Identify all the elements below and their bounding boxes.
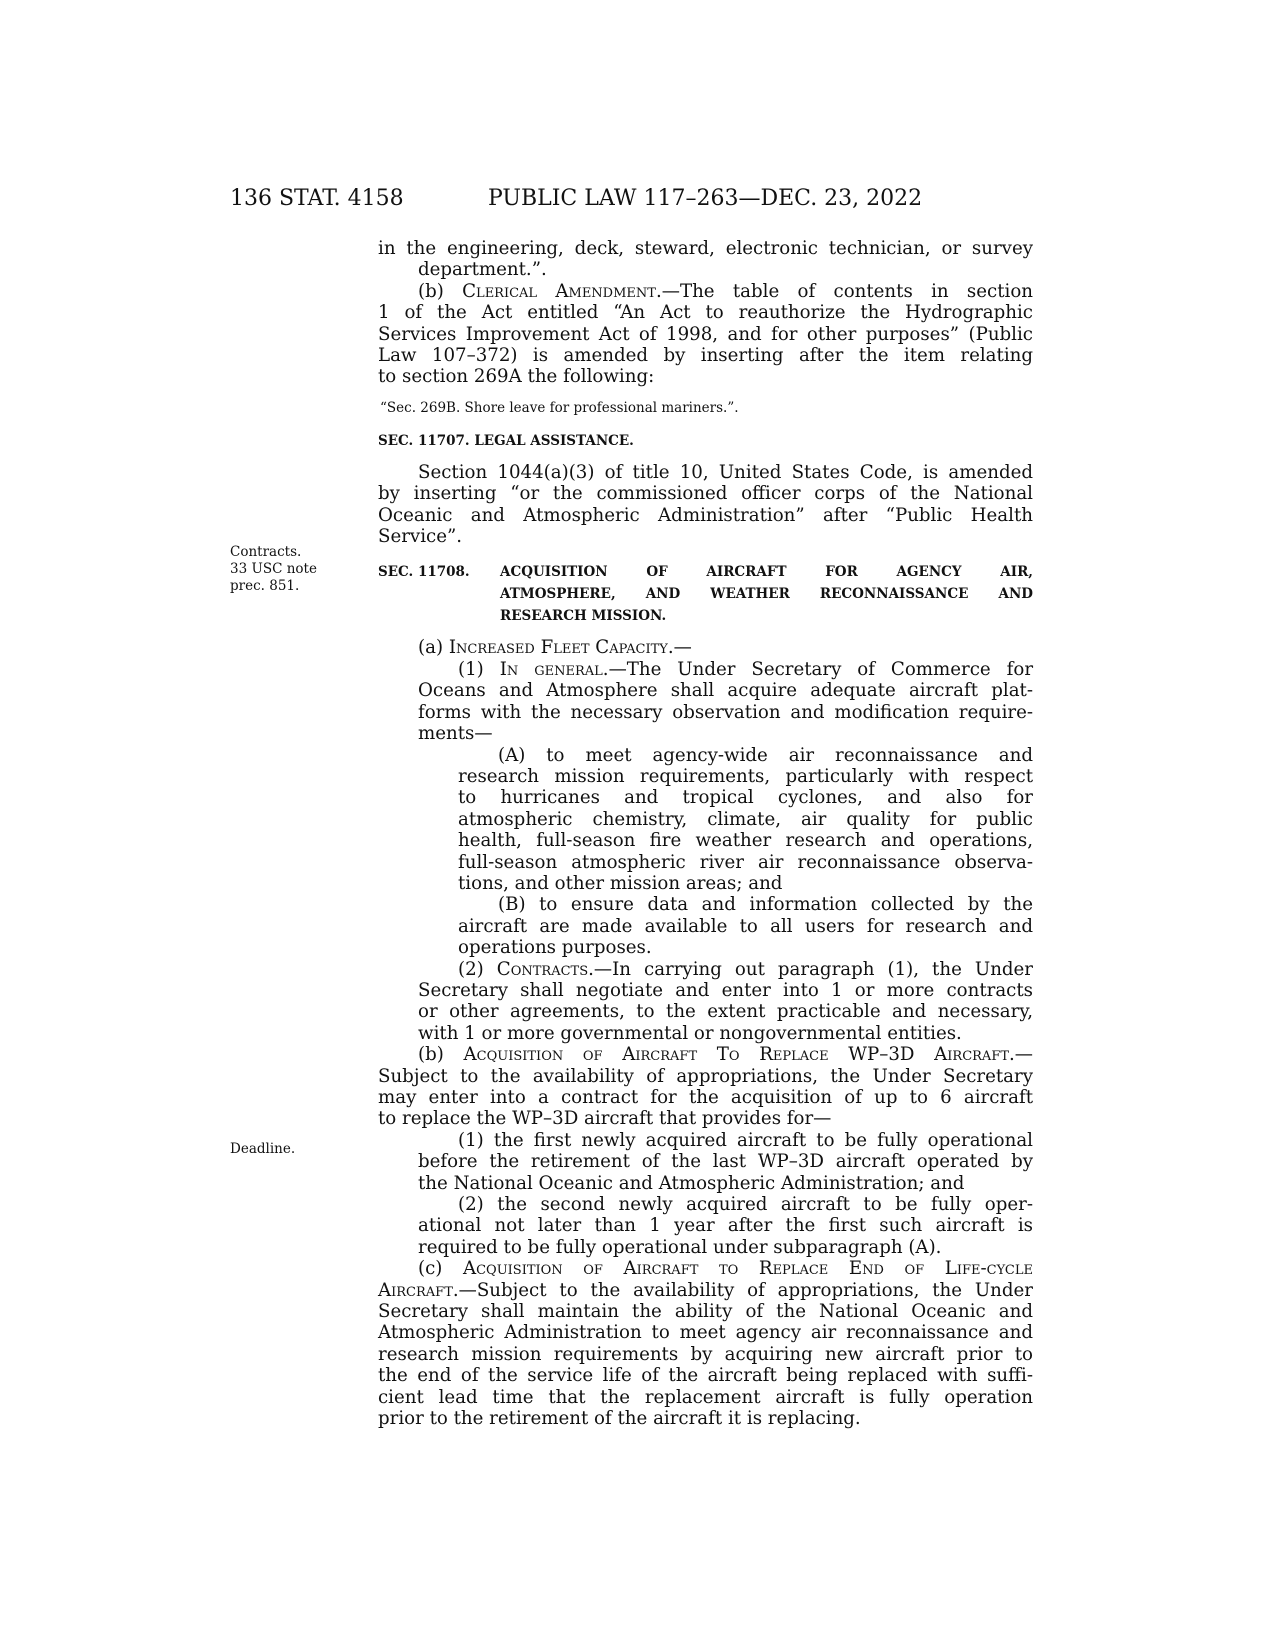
subsection-heading: Acquisition of Aircraft To Replace WP–3D Aircraft [463,1044,1010,1066]
subsection-heading: Increased Fleet Capacity [448,637,668,659]
subsection-heading: Clerical Amendment [462,280,656,302]
text-line: aircraft are made available to all users for research and [458,915,1033,937]
text-line: with 1 or more governmental or nongovernmental entities. [418,1022,962,1044]
section-title [500,561,1033,627]
text-line: ments— [418,723,493,745]
section-heading-11707: SEC. 11707. LEGAL ASSISTANCE. [378,432,634,449]
margin-note-line: Contracts. [230,544,302,560]
text-line: full-season atmospheric river air reconnaissance observa- [458,851,1033,873]
subparagraph-A [378,745,1033,895]
paragraph-a1 [378,659,1033,745]
text-line: in the engineering, deck, steward, electronic technician, or survey [378,238,1033,259]
text-run: .—The Under Secretary of Commerce for [602,658,1034,680]
text-line: Oceans and Atmosphere shall acquire adequate aircraft plat- [418,680,1033,702]
margin-note-deadline [230,1141,295,1158]
text-line [418,659,1033,680]
text-run: .—The table of contents in section [655,280,1033,302]
paragraph-prefix: (1) [458,658,500,680]
text-line: tions, and other mission areas; and [458,872,783,894]
subsection-prefix: (c) [418,1258,463,1280]
text-line [418,959,1033,980]
subsection-prefix: (b) [418,280,463,302]
section-title-line: ATMOSPHERE, AND WEATHER RECONNAISSANCE AND [500,586,1033,603]
text-line: prior to the retirement of the aircraft it is replacing. [378,1408,861,1430]
text-line: the National Oceanic and Atmospheric Administration; and [418,1172,965,1194]
subsection-b-heading [378,1044,1033,1065]
text-line: to section 269A the following: [378,366,655,388]
text-run: .—In carrying out paragraph (1), the Under [588,958,1034,980]
document-body [378,238,1033,1430]
text-line: to hurricanes and tropical cyclones, and also for [458,787,1033,809]
text-line: cient lead time that the replacement aircraft is fully operation [378,1386,1033,1408]
paragraph-b2 [378,1194,1033,1258]
margin-note-contracts [230,544,317,595]
text-line: (A) to meet agency-wide air reconnaissance and [498,744,1033,766]
text-line: atmospheric chemistry, climate, air quality for public [458,808,1033,830]
text-line: Section 1044(a)(3) of title 10, United States Code, is amended [418,461,1033,483]
text-run: .—Subject to the availability of appropriations, the Under [452,1279,1033,1301]
text-line: research mission requirements, particularly with respect [458,765,1033,787]
text-line: Subject to the availability of appropriations, the Under Secretary [378,1065,1033,1087]
section-title-line: ACQUISITION OF AIRCRAFT FOR AGENCY AIR, [500,564,1033,581]
section-number: SEC. 11708. [378,564,470,581]
paragraph-b1 [378,1130,1033,1194]
text-line: before the retirement of the last WP–3D aircraft operated by [418,1151,1033,1173]
text-line: the end of the service life of the aircraft being replaced with suffi- [378,1365,1033,1387]
text-line: Service”. [378,526,463,548]
margin-note-line: Deadline. [230,1141,296,1157]
text-line: 1 of the Act entitled “An Act to reauthorize the Hydrographic [378,302,1033,324]
text-run: .— [1009,1044,1033,1066]
text-line: may enter into a contract for the acquisition of up to 6 aircraft [378,1087,1033,1108]
text-line: to replace the WP–3D aircraft that provides for— [378,1108,832,1130]
paragraph-heading: In general [499,658,603,680]
page-reference: 136 STAT. 4158 [230,186,404,211]
text-line: by inserting “or the commissioned officer corps of the National [378,483,1033,505]
margin-note-line: 33 USC note [230,561,317,577]
text-line: Law 107–372) is amended by inserting after the item relating [378,345,1033,367]
subsection-prefix: (a) [418,637,449,659]
text-line: department.”. [418,259,547,281]
subsection-prefix: (b) [418,1044,464,1066]
text-line: forms with the necessary observation and modification require- [418,701,1033,723]
text-line: research mission requirements by acquiring new aircraft prior to [378,1343,1033,1365]
text-line: (2) the second newly acquired aircraft to be fully oper- [458,1194,1033,1216]
text-line [378,1280,1033,1301]
text-line: health, full-season fire weather research and operations, [458,830,1033,852]
text-line: (B) to ensure data and information collected by the [498,894,1033,916]
running-header: PUBLIC LAW 117–263—DEC. 23, 2022 [488,186,923,211]
text-run: .— [667,637,692,659]
text-line: Atmospheric Administration to meet agency air reconnaissance and [378,1322,1033,1344]
paragraph-a2 [378,959,1033,1045]
subsection-a-heading [378,637,1033,658]
paragraph-prefix: (2) [458,958,497,980]
section-title-line: RESEARCH MISSION. [500,608,667,625]
paragraph-heading: Contracts [496,958,589,980]
subsection-c-heading [378,1258,1033,1279]
margin-note-line: prec. 851. [230,578,300,594]
subsection-heading: Acquisition of Aircraft to Replace End of Life-cycle [462,1258,1033,1280]
text-line: or other agreements, to the extent practicable and necessary, [418,1001,1033,1023]
clerical-amendment-line [378,281,1033,302]
text-line: Secretary shall maintain the ability of the National Oceanic and [378,1301,1033,1323]
text-line: ational not later than 1 year after the first such aircraft is [418,1215,1033,1237]
text-line: Oceanic and Atmospheric Administration” after “Public Health [378,504,1033,526]
text-line: operations purposes. [458,937,652,959]
text-line: (1) the first newly acquired aircraft to be fully operational [458,1129,1033,1151]
toc-item: “Sec. 269B. Shore leave for professional mariners.”. [380,399,739,416]
text-line: Secretary shall negotiate and enter into 1 or more contracts [418,979,1033,1001]
subparagraph-B [378,894,1033,958]
text-line: Services Improvement Act of 1998, and for other purposes” (Public [378,323,1033,345]
subsection-heading: Aircraft [378,1279,453,1301]
section-heading-11708 [378,561,1033,627]
text-line: required to be fully operational under subparagraph (A). [418,1236,942,1258]
